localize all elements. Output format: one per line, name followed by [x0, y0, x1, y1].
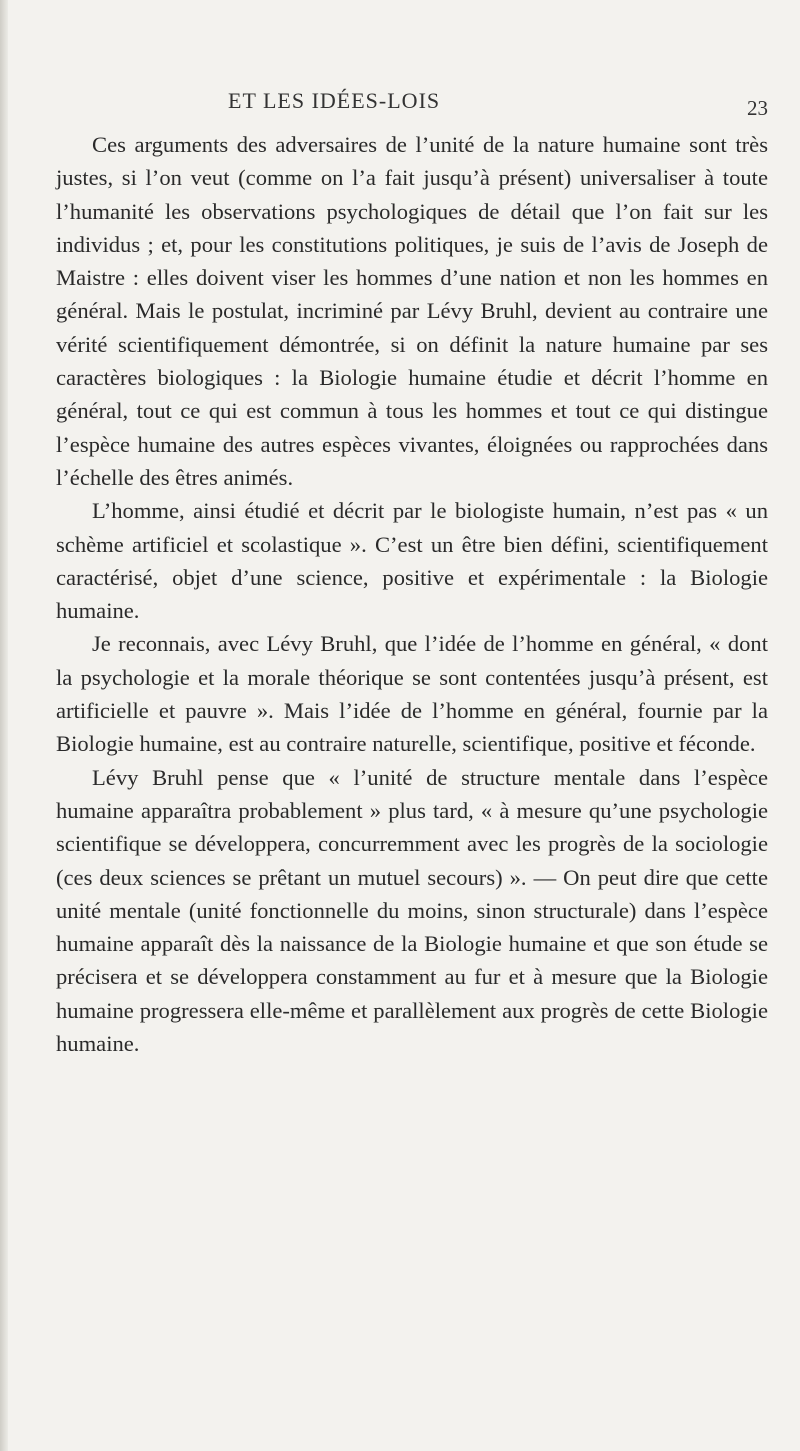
- paragraph-4: Lévy Bruhl pense que « l’unité de structure mentale dans l’espèce humaine apparaîtra probablement » plus tard, « à mesure qu’une psychologie scientifique se développera, concurremment avec les progrès de la sociologie (ces deux sciences se prêtant un mutuel secours) ». — On peut dire que cette unité mentale (unité fonctionnelle du moins, sinon structurale) dans l’espèce humaine apparaît dès la naissance de la Biologie humaine et que son étude se précisera et se développera constamment au fur et à mesure que la Biologie humaine progressera elle-même et parallèlement aux progrès de cette Biologie humaine.: [56, 764, 768, 1057]
- paragraph-2: L’homme, ainsi étudié et décrit par le biologiste humain, n’est pas « un schème artificiel et scolastique ». C’est un être bien défini, scientifiquement caractérisé, objet d’une science, positive et expérimentale : la Biologie humaine.: [56, 498, 768, 624]
- running-head-title: ET LES IDÉES-LOIS: [228, 88, 441, 113]
- running-head: [56, 88, 768, 128]
- book-page: [56, 88, 768, 1060]
- page-edge-shadow: [0, 0, 8, 1451]
- page-number: 23: [747, 96, 768, 120]
- body-text: [56, 128, 768, 1060]
- paragraph-1: Ces arguments des adversaires de l’unité de la nature humaine sont très justes, si l’on veut (comme on l’a fait jusqu’à présent) universaliser à toute l’humanité les observations psychologiques de détail que l’on fait sur les individus ; et, pour les constitutions politiques, je suis de l’avis de Joseph de Maistre : elles doivent viser les hommes d’une nation et non les hommes en général. Mais le postulat, incriminé par Lévy Bruhl, devient au contraire une vérité scientifiquement démontrée, si on définit la nature humaine par ses caractères biologiques : la Biologie humaine étudie et décrit l’homme en général, tout ce qui est commun à tous les hommes et tout ce qui distingue l’espèce humaine des autres espèces vivantes, éloignées ou rapprochées dans l’échelle des êtres animés.: [56, 132, 768, 490]
- paragraph-3: Je reconnais, avec Lévy Bruhl, que l’idée de l’homme en général, « dont la psychologie et la morale théorique se sont contentées jusqu’à présent, est artificielle et pauvre ». Mais l’idée de l’homme en général, fournie par la Biologie humaine, est au contraire naturelle, scientifique, positive et féconde.: [56, 631, 768, 757]
